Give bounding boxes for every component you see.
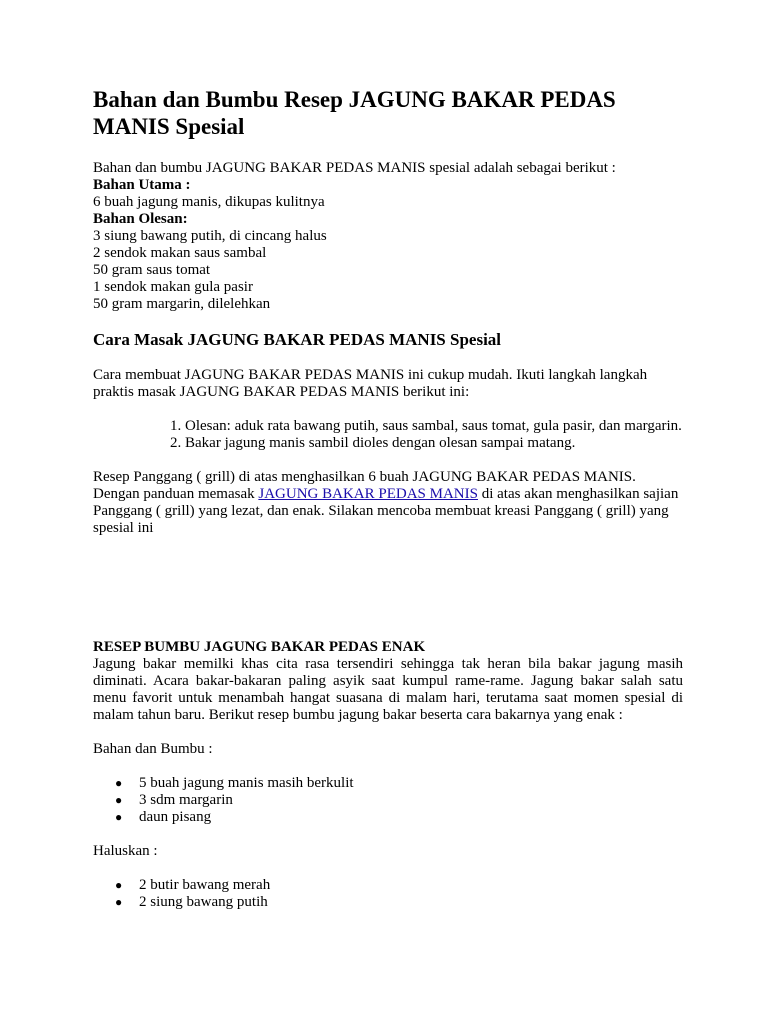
intro-text: Bahan dan bumbu JAGUNG BAKAR PEDAS MANIS spesial adalah sebagai berikut : <box>93 160 616 176</box>
bahan-bumbu-item <box>115 809 683 826</box>
haluskan-label: Haluskan : <box>93 843 158 859</box>
haluskan-item <box>115 877 683 894</box>
resep2-body: Jagung bakar memilki khas cita rasa tersendiri sehingga tak heran bila bakar jagung masih diminati. Acara bakar-bakaran paling asyik saat kumpul rame-rame. Jagung bakar salah satu menu favorit untuk menambah hangat suasana di malam hari, terutama saat momen spesial di malam tahun baru. Berikut resep bumbu jagung bakar beserta cara bakarnya yang enak : <box>93 656 683 723</box>
bullet-icon: ● <box>115 895 123 909</box>
haluskan-item <box>115 894 683 911</box>
bahan-bumbu-item <box>115 792 683 809</box>
bahan-olesan-item: 50 gram saus tomat <box>93 262 211 278</box>
summary-line-1: Resep Panggang ( grill) di atas menghasilkan 6 buah JAGUNG BAKAR PEDAS MANIS. <box>93 469 636 485</box>
bahan-olesan-item: 1 sendok makan gula pasir <box>93 279 253 295</box>
bahan-bumbu-text: 3 sdm margarin <box>139 792 233 808</box>
haluskan-text: 2 siung bawang putih <box>139 894 268 910</box>
cara-intro: Cara membuat JAGUNG BAKAR PEDAS MANIS ini cukup mudah. Ikuti langkah langkah praktis masak JAGUNG BAKAR PEDAS MANIS berikut ini: <box>93 367 648 400</box>
bahan-bumbu-item <box>115 775 683 792</box>
bahan-olesan-item: 2 sendok makan saus sambal <box>93 245 267 261</box>
bullet-icon: ● <box>115 810 123 824</box>
bahan-bumbu-label: Bahan dan Bumbu : <box>93 741 213 757</box>
bullet-icon: ● <box>115 776 123 790</box>
bullet-icon: ● <box>115 878 123 892</box>
bahan-olesan-item: 50 gram margarin, dilelehkan <box>93 296 271 312</box>
haluskan-text: 2 butir bawang merah <box>139 877 271 893</box>
bahan-utama-heading: Bahan Utama : <box>93 177 191 193</box>
bahan-bumbu-text: daun pisang <box>139 809 212 825</box>
bahan-bumbu-text: 5 buah jagung manis masih berkulit <box>139 775 354 791</box>
bahan-bumbu-list <box>93 775 683 826</box>
page-title: Bahan dan Bumbu Resep JAGUNG BAKAR PEDAS MANIS Spesial <box>93 87 616 139</box>
cara-steps-list <box>93 418 683 452</box>
jagung-bakar-link[interactable]: JAGUNG BAKAR PEDAS MANIS <box>258 486 478 502</box>
resep2-heading: RESEP BUMBU JAGUNG BAKAR PEDAS ENAK <box>93 639 426 655</box>
cara-masak-heading: Cara Masak JAGUNG BAKAR PEDAS MANIS Spesial <box>93 330 502 349</box>
cara-step: 2. Bakar jagung manis sambil dioles dengan olesan sampai matang. <box>185 435 683 452</box>
bahan-olesan-heading: Bahan Olesan: <box>93 211 188 227</box>
summary-text-b: di atas akan menghasilkan sajian Panggang ( grill) yang lezat, dan enak. Silakan mencoba membuat kreasi Panggang ( grill) yang spesial ini <box>93 486 679 536</box>
bahan-olesan-item: 3 siung bawang putih, di cincang halus <box>93 228 327 244</box>
summary-paragraph <box>93 486 683 537</box>
bullet-icon: ● <box>115 793 123 807</box>
document-page <box>93 86 683 911</box>
summary-text-a: Dengan panduan memasak <box>93 486 259 502</box>
haluskan-list <box>93 877 683 911</box>
cara-step: 1. Olesan: aduk rata bawang putih, saus sambal, saus tomat, gula pasir, dan margarin. <box>185 418 683 435</box>
bahan-utama-item: 6 buah jagung manis, dikupas kulitnya <box>93 194 325 210</box>
